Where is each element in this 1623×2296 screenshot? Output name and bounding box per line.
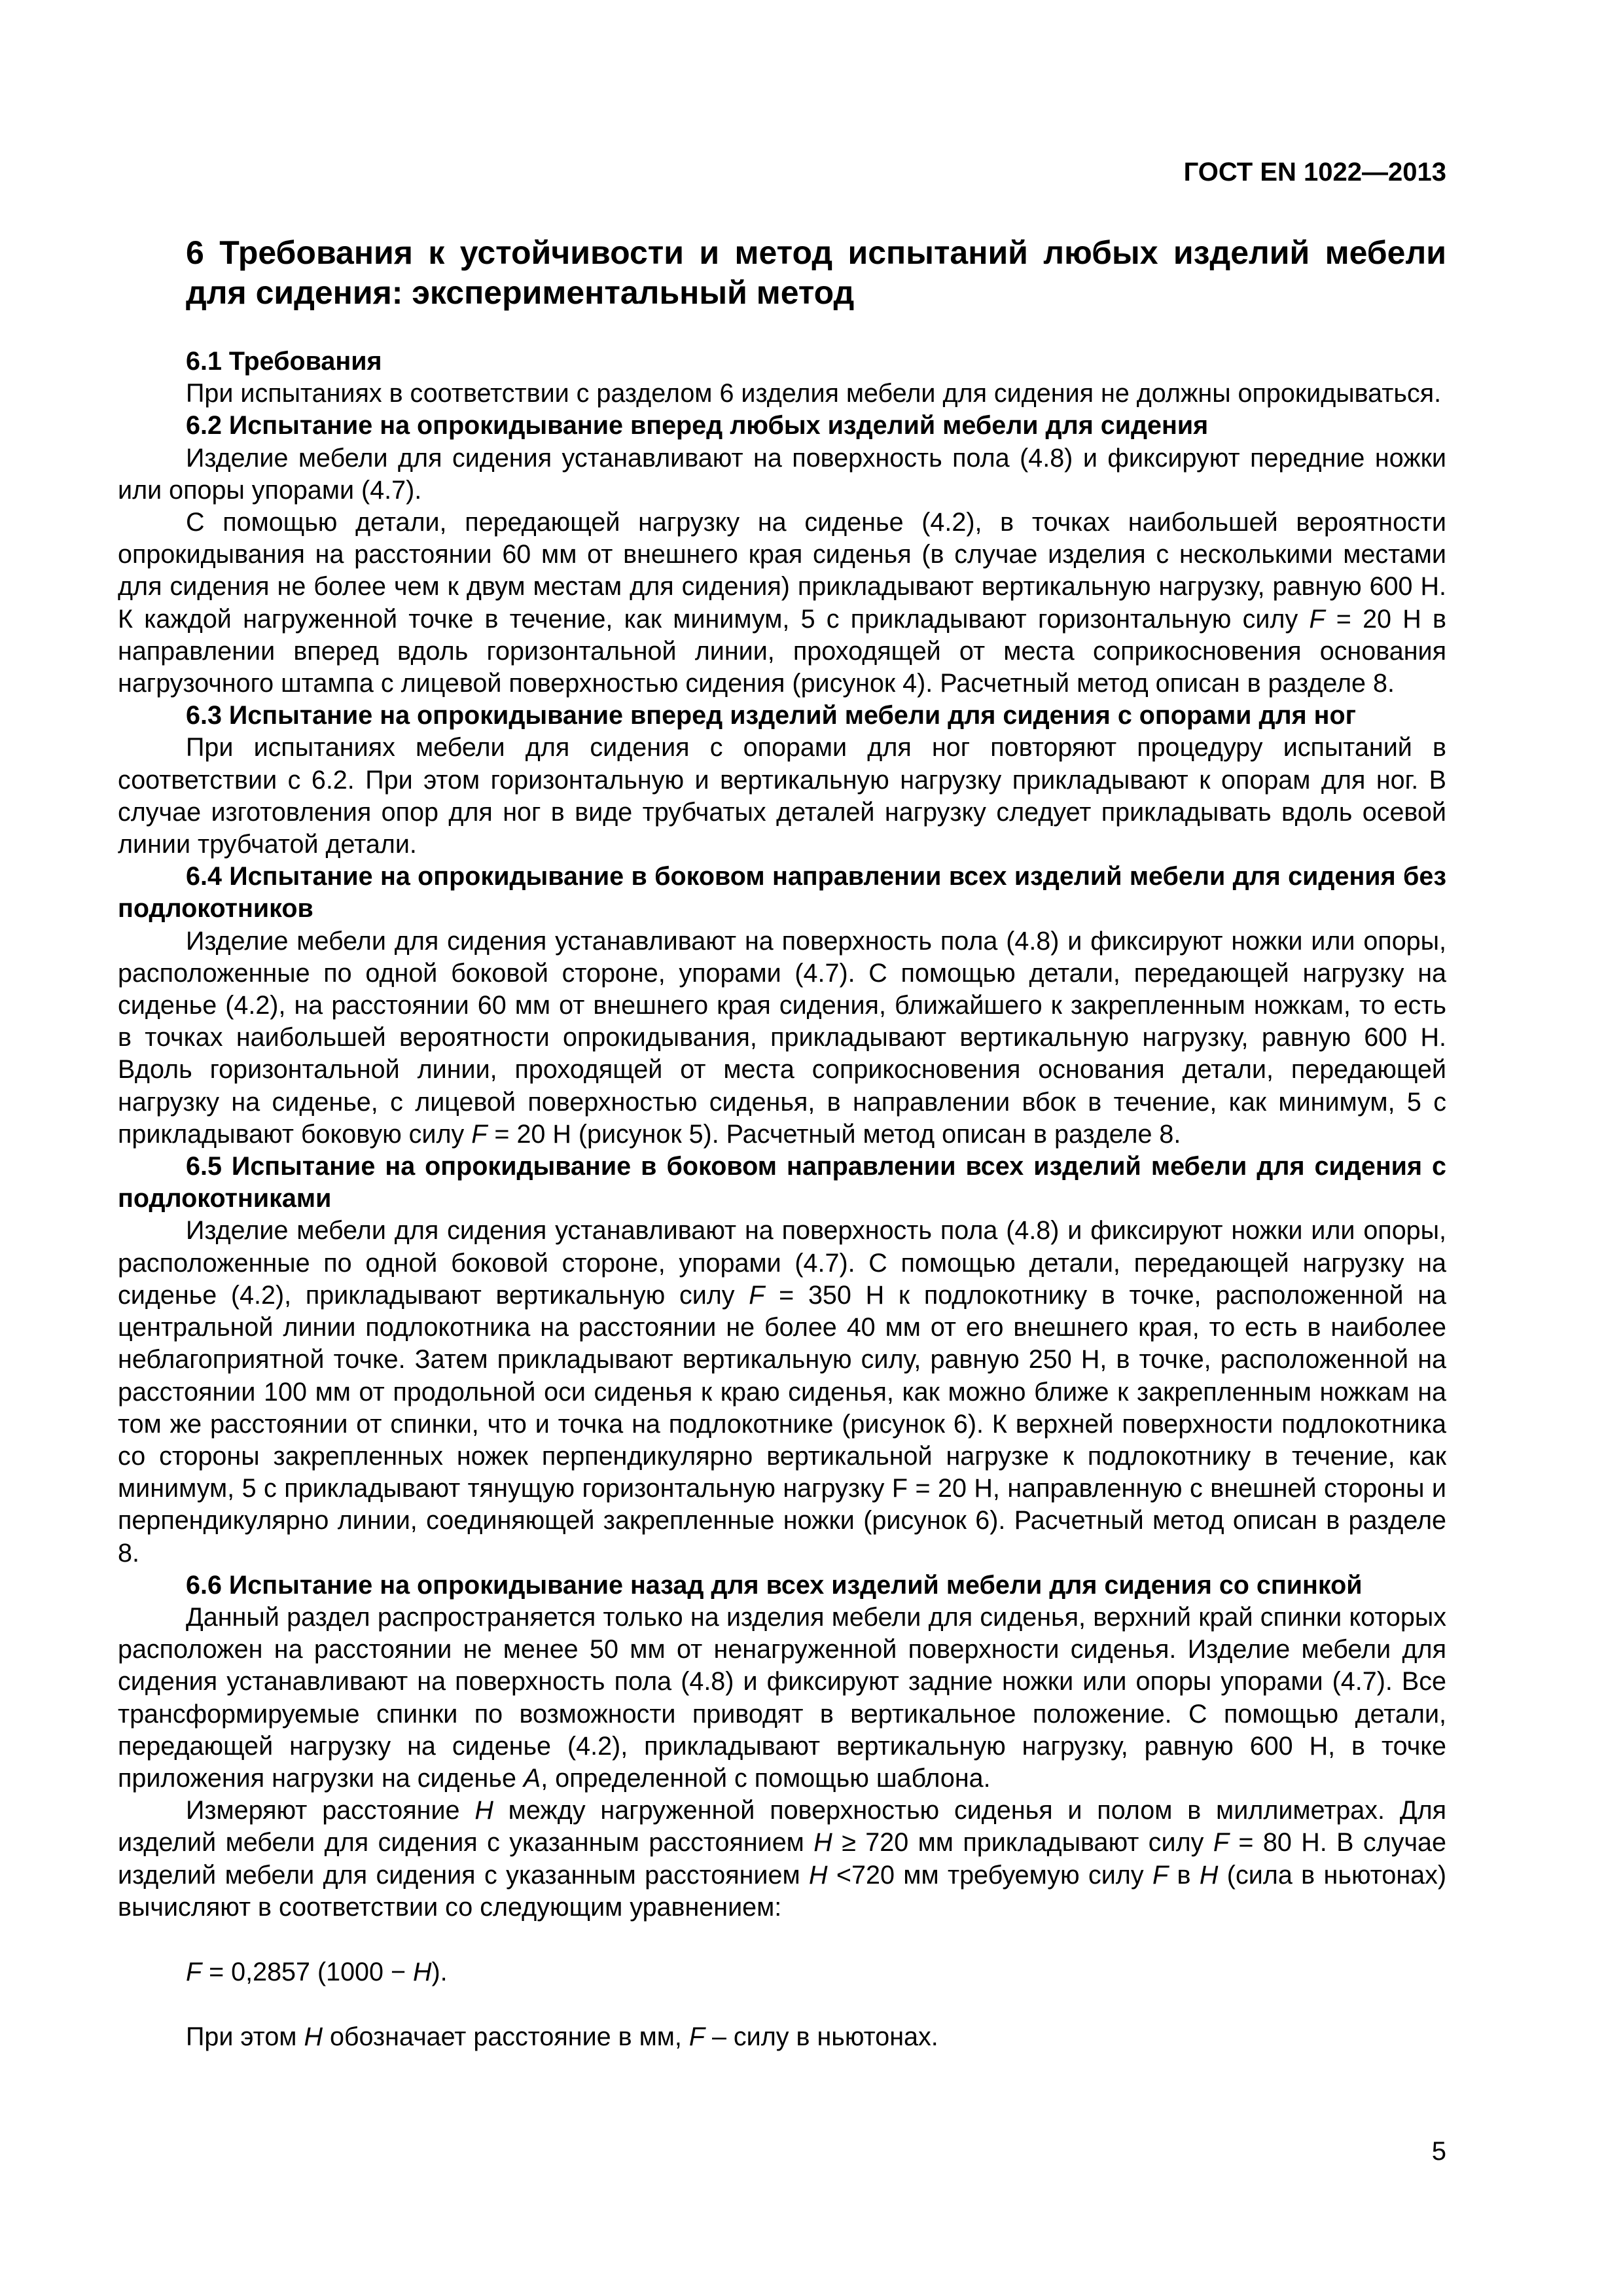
formula bbox=[118, 1956, 1446, 1988]
text-run: При этом bbox=[186, 2022, 304, 2052]
paragraph-6-3: При испытаниях мебели для сидения с опорами для ног повторяют процедуру испытаний в соответствии с 6.2. При этом горизонтальную и вертикальную нагрузку прикладывают к опорам для ног. В случае изготовления опор для ног в виде трубчатых деталей нагрузку следует прикладывать вдоль осевой линии трубчатой детали. bbox=[118, 733, 1446, 859]
variable-h: H bbox=[474, 1796, 493, 1825]
variable-f: F bbox=[1213, 1828, 1229, 1857]
document-code: ГОСТ EN 1022—2013 bbox=[1183, 158, 1446, 187]
text-run: С помощью детали, передающей нагрузку на сиденье (4.2), в точках наибольшей вероятности опрокидывания на расстоянии 60 мм от внешнего края сиденья (в случае изделия с несколькими местами для сидения не более чем к двум местам для сидения) прикладывают вертикальную нагрузку, равную 600 Н. К каждой нагруженной точке в течение, как минимум, 5 с прикладывают горизонтальную силу bbox=[118, 508, 1446, 634]
paragraph-6-6-1 bbox=[118, 1602, 1446, 1795]
variable-h: H bbox=[813, 1828, 832, 1857]
paragraph-6-4 bbox=[118, 925, 1446, 1151]
variable-f: F bbox=[471, 1119, 488, 1149]
text-run: = 20 Н (рисунок 5). Расчетный метод описан в разделе 8. bbox=[487, 1119, 1181, 1149]
variable-f: F bbox=[186, 1957, 202, 1986]
heading-6-3: 6.3 Испытание на опрокидывание вперед изделий мебели для сидения с опорами для ног bbox=[186, 701, 1357, 730]
text-run: (сила в ньютонах) вычисляют в соответствии со следующим уравнением: bbox=[118, 1860, 1447, 1922]
text-run: , определенной с помощью шаблона. bbox=[541, 1763, 991, 1793]
page-content bbox=[118, 156, 1446, 2053]
paragraph-6-1: При испытаниях в соответствии с разделом 6 изделия мебели для сидения не должны опрокидываться. bbox=[186, 379, 1442, 408]
text-run: <720 мм требуемую силу bbox=[827, 1860, 1152, 1890]
heading-6-2: 6.2 Испытание на опрокидывание вперед любых изделий мебели для сидения bbox=[186, 411, 1209, 440]
variable-h: H bbox=[1199, 1860, 1219, 1890]
text-run: обозначает расстояние в мм, bbox=[322, 2022, 689, 2052]
paragraph-6-2-1: Изделие мебели для сидения устанавливают на поверхность пола (4.8) и фиксируют передние ножки или опоры упорами (4.7). bbox=[118, 443, 1446, 505]
variable-h: H bbox=[304, 2022, 323, 2052]
section-title: 6 Требования к устойчивости и метод испытаний любых изделий мебели для сидения: экспериментальный метод bbox=[186, 234, 1446, 311]
text-run: ). bbox=[431, 1957, 448, 1986]
text-run: – силу в ньютонах. bbox=[704, 2022, 938, 2052]
variable-f: F bbox=[749, 1280, 765, 1310]
variable-f: F bbox=[688, 2022, 705, 2052]
paragraph-6-2-2 bbox=[118, 507, 1446, 700]
variable-f: F bbox=[1309, 604, 1325, 634]
text-run: между нагруженной поверхностью сиденья и полом в миллиметрах. Для изделий мебели для сидения с указанным расстоянием bbox=[118, 1796, 1447, 1857]
variable-h: H bbox=[809, 1860, 828, 1890]
text-run: в bbox=[1168, 1860, 1200, 1890]
paragraph-6-5 bbox=[118, 1215, 1446, 1569]
variable-a: А bbox=[523, 1763, 541, 1793]
text-run: Данный раздел распространяется только на изделия мебели для сиденья, верхний край спинки которых расположен на расстоянии не менее 50 мм от ненагруженной поверхности сиденья. Изделие мебели для сидения устанавливают на поверхность пола (4.8) и фиксируют задние ножки или опоры упорами (4.7). Все трансформируемые спинки по возможности приводят в вертикальное положение. С помощью детали, передающей нагрузку на сиденье (4.2), прикладывают вертикальную нагрузку, равную 600 Н, в точке приложения нагрузки на сиденье bbox=[118, 1602, 1446, 1793]
heading-6-5: 6.5 Испытание на опрокидывание в боковом направлении всех изделий мебели для сидения с подлокотниками bbox=[118, 1152, 1446, 1213]
text-run: Изделие мебели для сидения устанавливают на поверхность пола (4.8) и фиксируют ножки или опоры, расположенные по одной боковой стороне, упорами (4.7). С помощью детали, передающей нагрузку на сиденье (4.2), на расстоянии 60 мм от внешнего края сидения, ближайшего к закрепленным ножкам, то есть в точках наибольшей вероятности опрокидывания, прикладывают вертикальную нагрузку, равную 600 Н. Вдоль горизонтальной линии, проходящей от места соприкосновения основания детали, передающей нагрузку на сиденье, с лицевой поверхностью сиденья, в направлении вбок в течение, как минимум, 5 с прикладывают боковую силу bbox=[118, 926, 1446, 1149]
text-run: = 350 Н к подлокотнику в точке, расположенной на центральной линии подлокотника на расстоянии не более 40 мм от его внешнего края, то есть в наиболее неблагоприятной точке. Затем прикладывают вертикальную силу, равную 250 Н, в точке, расположенной на расстоянии 100 мм от продольной оси сиденья к краю сиденья, как можно ближе к закрепленным ножкам на том же расстоянии от спинки, что и точка на подлокотнике (рисунок 6). К верхней поверхности подлокотника со стороны закрепленных ножек перпендикулярно вертикальной нагрузке к подлокотнику в течение, как минимум, 5 с прикладывают тянущую горизонтальную нагрузку F = 20 Н, направленную с внешней стороны и перпендикулярно линии, соединяющей закрепленные ножки (рисунок 6). Расчетный метод описан в разделе 8. bbox=[118, 1280, 1446, 1568]
text-run: Изделие мебели для сидения устанавливают на поверхность пола (4.8) и фиксируют ножки или опоры, расположенные по одной боковой стороне, упорами (4.7). С помощью детали, передающей нагрузку на сиденье (4.2), прикладывают вертикальную силу bbox=[118, 1216, 1446, 1310]
formula-note bbox=[118, 2021, 1446, 2053]
heading-6-1: 6.1 Требования bbox=[186, 347, 382, 376]
variable-f: F bbox=[1152, 1860, 1169, 1890]
paragraph-6-6-2 bbox=[118, 1795, 1446, 1924]
text-run: = 0,2857 (1000 − bbox=[202, 1957, 413, 1986]
heading-6-6: 6.6 Испытание на опрокидывание назад для всех изделий мебели для сидения со спинкой bbox=[186, 1570, 1363, 1600]
variable-h: H bbox=[413, 1957, 432, 1986]
heading-6-4: 6.4 Испытание на опрокидывание в боковом направлении всех изделий мебели для сидения без подлокотников bbox=[118, 862, 1446, 924]
text-run: Измеряют расстояние bbox=[186, 1796, 475, 1825]
text-run: ≥ 720 мм прикладывают силу bbox=[832, 1828, 1213, 1857]
text-run: = 80 Н. В случае изделий мебели для сидения с указанным расстоянием bbox=[118, 1828, 1446, 1890]
page-number: 5 bbox=[1431, 2137, 1446, 2166]
text-run: = 20 Н в направлении вперед вдоль горизонтальной линии, проходящей от места соприкосновения основания нагрузочного штампа с лицевой поверхностью сидения (рисунок 4). Расчетный метод описан в разделе 8. bbox=[118, 604, 1446, 698]
